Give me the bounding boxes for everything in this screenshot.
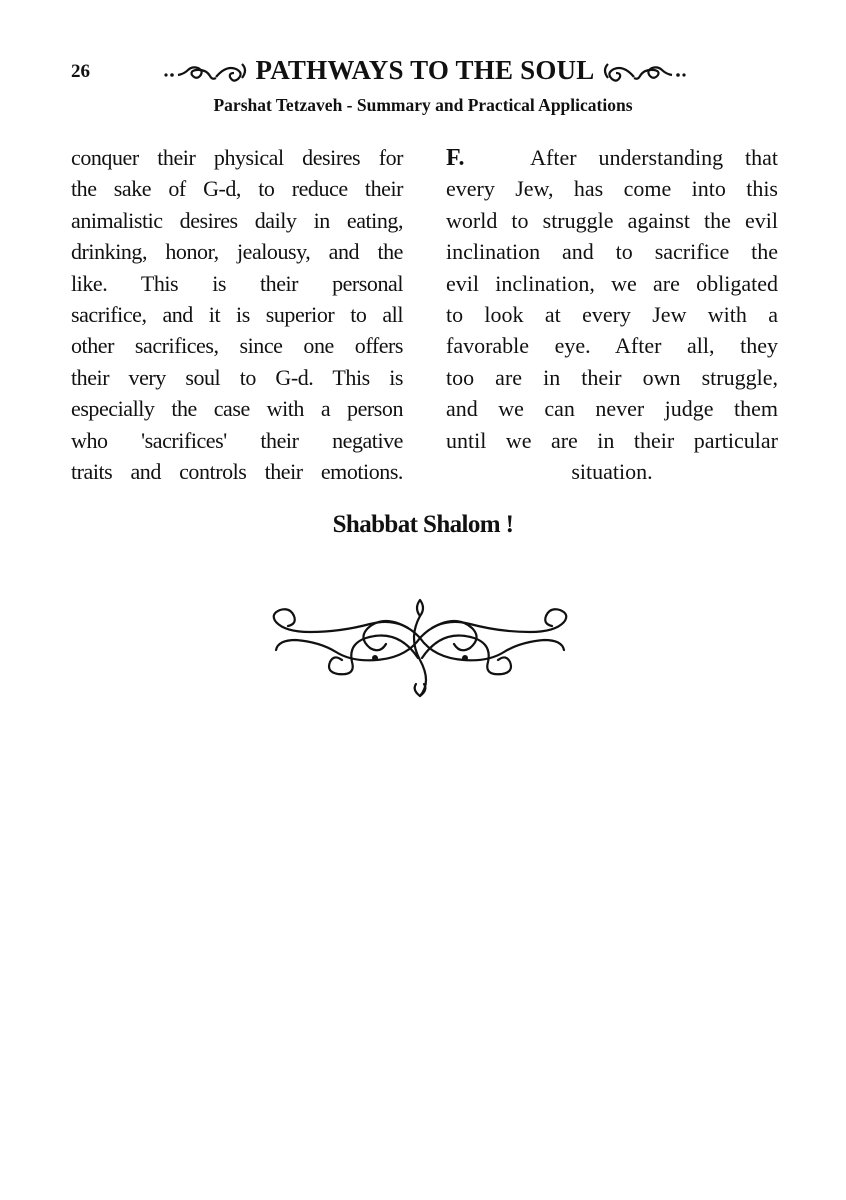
- text-line: drinking, honor, jealousy, and the: [71, 239, 403, 265]
- text-line: until we are in their particular: [446, 427, 778, 453]
- text-line: inclination and to sacrifice the: [446, 239, 778, 265]
- text-line: other sacrifices, since one offers: [71, 333, 403, 359]
- text-line-content: After understanding that: [530, 145, 778, 170]
- text-line: the sake of G-d, to reduce their: [71, 176, 403, 202]
- text-line: animalistic desires daily in eating,: [71, 207, 403, 233]
- text-line: world to struggle against the evil: [446, 207, 778, 233]
- closing-greeting: Shabbat Shalom !: [332, 511, 514, 538]
- text-line: especially the case with a person: [71, 396, 403, 422]
- left-column: [71, 142, 403, 487]
- text-line: and we can never judge them: [446, 396, 778, 422]
- text-line: favorable eye. After all, they: [446, 333, 778, 359]
- text-line: [446, 142, 778, 173]
- right-column: [446, 142, 778, 487]
- flourish-left-icon: [162, 58, 250, 82]
- text-line: sacrifice, and it is superior to all: [71, 301, 403, 327]
- page-number: 26: [71, 61, 90, 82]
- flourish-right-icon: [600, 58, 688, 82]
- text-line: like. This is their personal: [71, 270, 403, 296]
- text-line: too are in their own struggle,: [446, 364, 778, 390]
- running-header: [130, 50, 720, 90]
- text-line: their very soul to G-d. This is: [71, 364, 403, 390]
- text-line: traits and controls their emotions.: [71, 458, 403, 484]
- text-line: to look at every Jew with a: [446, 301, 778, 327]
- section-letter: F.: [446, 145, 465, 171]
- book-title: PATHWAYS TO THE SOUL: [255, 54, 595, 85]
- text-line: who 'sacrifices' their negative: [71, 427, 403, 453]
- text-line: evil inclination, we are obligated: [446, 270, 778, 296]
- text-line: situation.: [571, 458, 653, 484]
- text-line: every Jew, has come into this: [446, 176, 778, 202]
- section-subtitle: Parshat Tetzaveh - Summary and Practical Applications: [213, 95, 633, 115]
- scroll-ornament-icon: [270, 598, 570, 698]
- text-line: conquer their physical desires for: [71, 145, 403, 170]
